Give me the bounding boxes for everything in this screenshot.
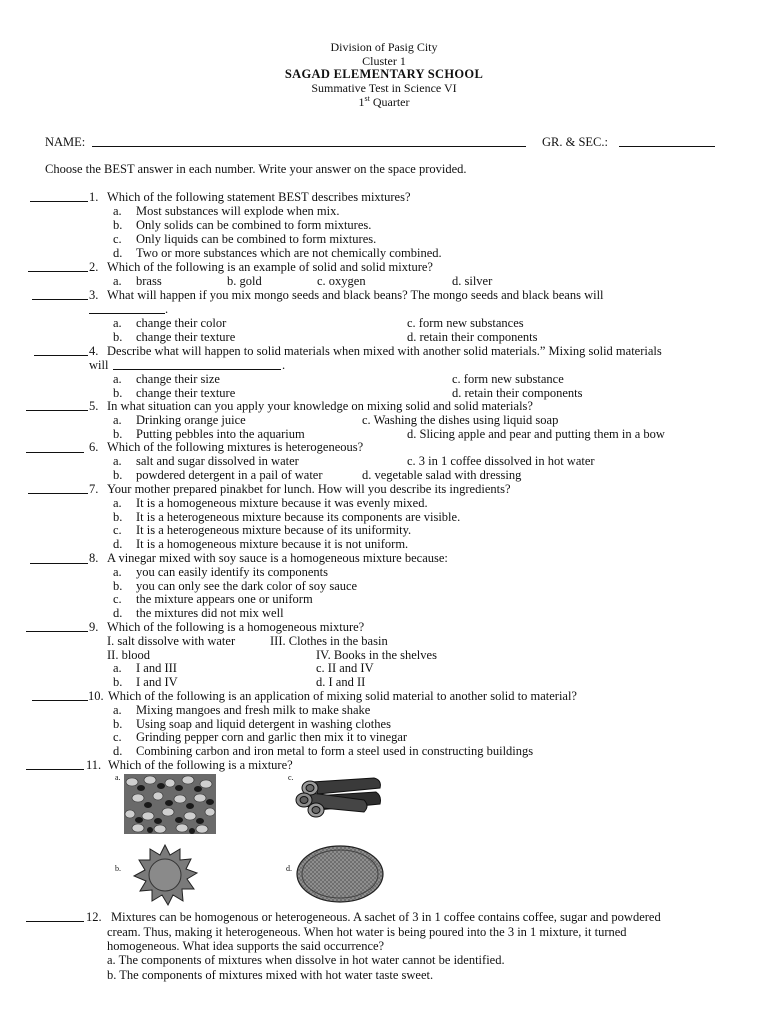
answer-blank-6[interactable] bbox=[26, 440, 84, 453]
option-text: brass bbox=[136, 274, 162, 288]
option-text: the mixture appears one or uniform bbox=[136, 592, 313, 606]
option-text: Mixing mangoes and fresh milk to make shake bbox=[136, 703, 371, 717]
option-text: c. II and IV bbox=[316, 661, 374, 675]
option-text: I and IV bbox=[136, 675, 178, 689]
quarter-heading: 1st Quarter bbox=[358, 94, 410, 109]
option-letter: c. bbox=[113, 232, 122, 246]
school-name: SAGAD ELEMENTARY SCHOOL bbox=[284, 67, 484, 81]
option-text: Using soap and liquid detergent in washing clothes bbox=[136, 717, 391, 731]
option-text: change their size bbox=[136, 372, 220, 386]
option-text: d. I and II bbox=[316, 675, 366, 689]
option-text: a. The components of mixtures when dissolve in hot water cannot be identified. bbox=[107, 953, 505, 967]
option-text: Only liquids can be combined to form mixtures. bbox=[136, 232, 377, 246]
beans-mixture-image bbox=[124, 774, 216, 834]
option-text: c. form new substances bbox=[407, 316, 524, 330]
question-number-11: 11. bbox=[86, 758, 102, 772]
answer-blank-3[interactable] bbox=[32, 287, 88, 300]
option-text: Putting pebbles into the aquarium bbox=[136, 427, 305, 441]
option-text: d. silver bbox=[452, 274, 493, 288]
question-text-3: What will happen if you mix mongo seeds and black beans? The mongo seeds and black beans will bbox=[107, 288, 604, 302]
question-text-1: Which of the following statement BEST describes mixtures? bbox=[107, 190, 411, 204]
option-letter: a. bbox=[113, 565, 122, 579]
option-letter: a. bbox=[113, 316, 122, 330]
logs-image bbox=[294, 774, 382, 820]
question-text-6: Which of the following mixtures is heterogeneous? bbox=[107, 440, 364, 454]
option-text: Two or more substances which are not chemically combined. bbox=[136, 246, 442, 260]
fill-blank-4[interactable] bbox=[113, 357, 281, 370]
question-text-12-cont: cream. Thus, making it heterogeneous. When hot water is being poured into the 3 in 1 mixture, it turned bbox=[107, 925, 627, 939]
option-letter: a. bbox=[113, 372, 122, 386]
answer-blank-11[interactable] bbox=[26, 757, 84, 770]
question-number-5: 5. bbox=[89, 399, 99, 413]
option-letter: d. bbox=[113, 246, 123, 260]
question-number-2: 2. bbox=[89, 260, 99, 274]
division-heading: Division of Pasig City bbox=[330, 40, 438, 54]
item-iv: IV. Books in the shelves bbox=[316, 648, 437, 662]
woven-basket-image bbox=[296, 845, 384, 903]
option-letter: b. bbox=[113, 218, 123, 232]
question-number-12: 12. bbox=[86, 910, 102, 924]
question-text-12-cont: homogeneous. What idea supports the said occurrence? bbox=[107, 939, 385, 953]
item-i: I. salt dissolve with water bbox=[107, 634, 236, 648]
question-text-9: Which of the following is a homogeneous mixture? bbox=[107, 620, 365, 634]
option-letter: a. bbox=[113, 274, 122, 288]
name-label: NAME: bbox=[45, 135, 86, 149]
answer-blank-10[interactable] bbox=[32, 688, 88, 701]
fill-blank-3[interactable] bbox=[89, 301, 165, 314]
option-text: It is a homogeneous mixture because it is not uniform. bbox=[136, 537, 409, 551]
grade-section-blank[interactable] bbox=[619, 134, 715, 147]
option-letter: c. bbox=[113, 592, 122, 606]
choice-label-a: a. bbox=[115, 773, 121, 782]
option-text: b. gold bbox=[227, 274, 262, 288]
answer-blank-7[interactable] bbox=[28, 481, 88, 494]
question-text-4-cont: will bbox=[89, 358, 109, 372]
option-text: d. retain their components bbox=[407, 330, 538, 344]
option-text: change their texture bbox=[136, 330, 236, 344]
option-text: c. 3 in 1 coffee dissolved in hot water bbox=[407, 454, 595, 468]
option-letter: b. bbox=[113, 579, 123, 593]
period: . bbox=[165, 302, 169, 316]
question-number-10: 10. bbox=[88, 689, 104, 703]
test-title: Summative Test in Science VI bbox=[311, 81, 457, 95]
question-text-12: Mixtures can be homogenous or heterogeneous. A sachet of 3 in 1 coffee contains coffee, sugar and powdered bbox=[111, 910, 661, 924]
question-text-5: In what situation can you apply your knowledge on mixing solid and solid materials? bbox=[107, 399, 533, 413]
option-letter: b. bbox=[113, 510, 123, 524]
option-letter: c. bbox=[113, 523, 122, 537]
option-text: b. The components of mixtures mixed with hot water taste sweet. bbox=[107, 968, 434, 982]
option-text: powdered detergent in a pail of water bbox=[136, 468, 323, 482]
option-letter: a. bbox=[113, 661, 122, 675]
choice-label-b: b. bbox=[115, 864, 121, 873]
option-text: I and III bbox=[136, 661, 177, 675]
question-number-1: 1. bbox=[89, 190, 99, 204]
option-text: It is a heterogeneous mixture because of its uniformity. bbox=[136, 523, 412, 537]
grade-section-label: GR. & SEC.: bbox=[542, 135, 608, 149]
instructions: Choose the BEST answer in each number. Write your answer on the space provided. bbox=[45, 162, 467, 176]
cluster-heading: Cluster 1 bbox=[362, 54, 406, 68]
option-text: change their texture bbox=[136, 386, 236, 400]
option-letter: a. bbox=[113, 703, 122, 717]
option-text: Only solids can be combined to form mixtures. bbox=[136, 218, 372, 232]
name-blank[interactable] bbox=[92, 134, 526, 147]
item-ii: II. blood bbox=[107, 648, 151, 662]
option-text: Most substances will explode when mix. bbox=[136, 204, 340, 218]
option-letter: b. bbox=[113, 675, 123, 689]
question-text-7: Your mother prepared pinakbet for lunch. How will you describe its ingredients? bbox=[107, 482, 511, 496]
option-text: d. Slicing apple and pear and putting them in a bow bbox=[407, 427, 665, 441]
question-number-4: 4. bbox=[89, 344, 99, 358]
option-letter: c. bbox=[113, 730, 122, 744]
option-text: Drinking orange juice bbox=[136, 413, 246, 427]
option-text: c. oxygen bbox=[317, 274, 366, 288]
option-text: d. vegetable salad with dressing bbox=[362, 468, 522, 482]
option-letter: b. bbox=[113, 386, 123, 400]
choice-label-c: c. bbox=[288, 773, 294, 782]
question-number-9: 9. bbox=[89, 620, 99, 634]
option-letter: b. bbox=[113, 427, 123, 441]
answer-blank-9[interactable] bbox=[26, 619, 88, 632]
answer-blank-8[interactable] bbox=[30, 551, 88, 564]
answer-blank-2[interactable] bbox=[28, 259, 88, 272]
question-text-4: Describe what will happen to solid materials when mixed with another solid materials.” Mixing solid materials bbox=[107, 344, 662, 358]
question-text-11: Which of the following is a mixture? bbox=[108, 758, 293, 772]
option-letter: a. bbox=[113, 413, 122, 427]
answer-blank-1[interactable] bbox=[30, 189, 88, 202]
question-number-3: 3. bbox=[89, 288, 99, 302]
option-letter: a. bbox=[113, 454, 122, 468]
question-text-10: Which of the following is an application of mixing solid material to another solid to material? bbox=[108, 689, 577, 703]
option-text: the mixtures did not mix well bbox=[136, 606, 284, 620]
answer-blank-12[interactable] bbox=[26, 909, 84, 922]
option-letter: d. bbox=[113, 744, 123, 758]
question-number-6: 6. bbox=[89, 440, 99, 454]
option-text: change their color bbox=[136, 316, 227, 330]
choice-label-d: d. bbox=[286, 864, 292, 873]
option-letter: a. bbox=[113, 496, 122, 510]
option-text: you can easily identify its components bbox=[136, 565, 328, 579]
answer-blank-5[interactable] bbox=[26, 398, 88, 411]
option-text: salt and sugar dissolved in water bbox=[136, 454, 299, 468]
option-text: c. Washing the dishes using liquid soap bbox=[362, 413, 559, 427]
option-letter: d. bbox=[113, 537, 123, 551]
item-iii: III. Clothes in the basin bbox=[270, 634, 388, 648]
option-text: Combining carbon and iron metal to form a steel used in constructing buildings bbox=[136, 744, 534, 758]
option-letter: d. bbox=[113, 606, 123, 620]
answer-blank-4[interactable] bbox=[34, 343, 88, 356]
option-letter: a. bbox=[113, 204, 122, 218]
option-letter: b. bbox=[113, 717, 123, 731]
option-text: you can only see the dark color of soy sauce bbox=[136, 579, 358, 593]
question-text-8: A vinegar mixed with soy sauce is a homogeneous mixture because: bbox=[107, 551, 448, 565]
option-letter: b. bbox=[113, 468, 123, 482]
option-text: It is a heterogeneous mixture because its components are visible. bbox=[136, 510, 461, 524]
option-text: Grinding pepper corn and garlic then mix it to vinegar bbox=[136, 730, 408, 744]
sun-shaped-object-image bbox=[128, 843, 202, 907]
option-letter: b. bbox=[113, 330, 123, 344]
question-number-8: 8. bbox=[89, 551, 99, 565]
question-text-2: Which of the following is an example of solid and solid mixture? bbox=[107, 260, 433, 274]
option-text: d. retain their components bbox=[452, 386, 583, 400]
option-text: It is a homogeneous mixture because it was evenly mixed. bbox=[136, 496, 428, 510]
question-number-7: 7. bbox=[89, 482, 99, 496]
option-text: c. form new substance bbox=[452, 372, 564, 386]
period: . bbox=[282, 358, 286, 372]
